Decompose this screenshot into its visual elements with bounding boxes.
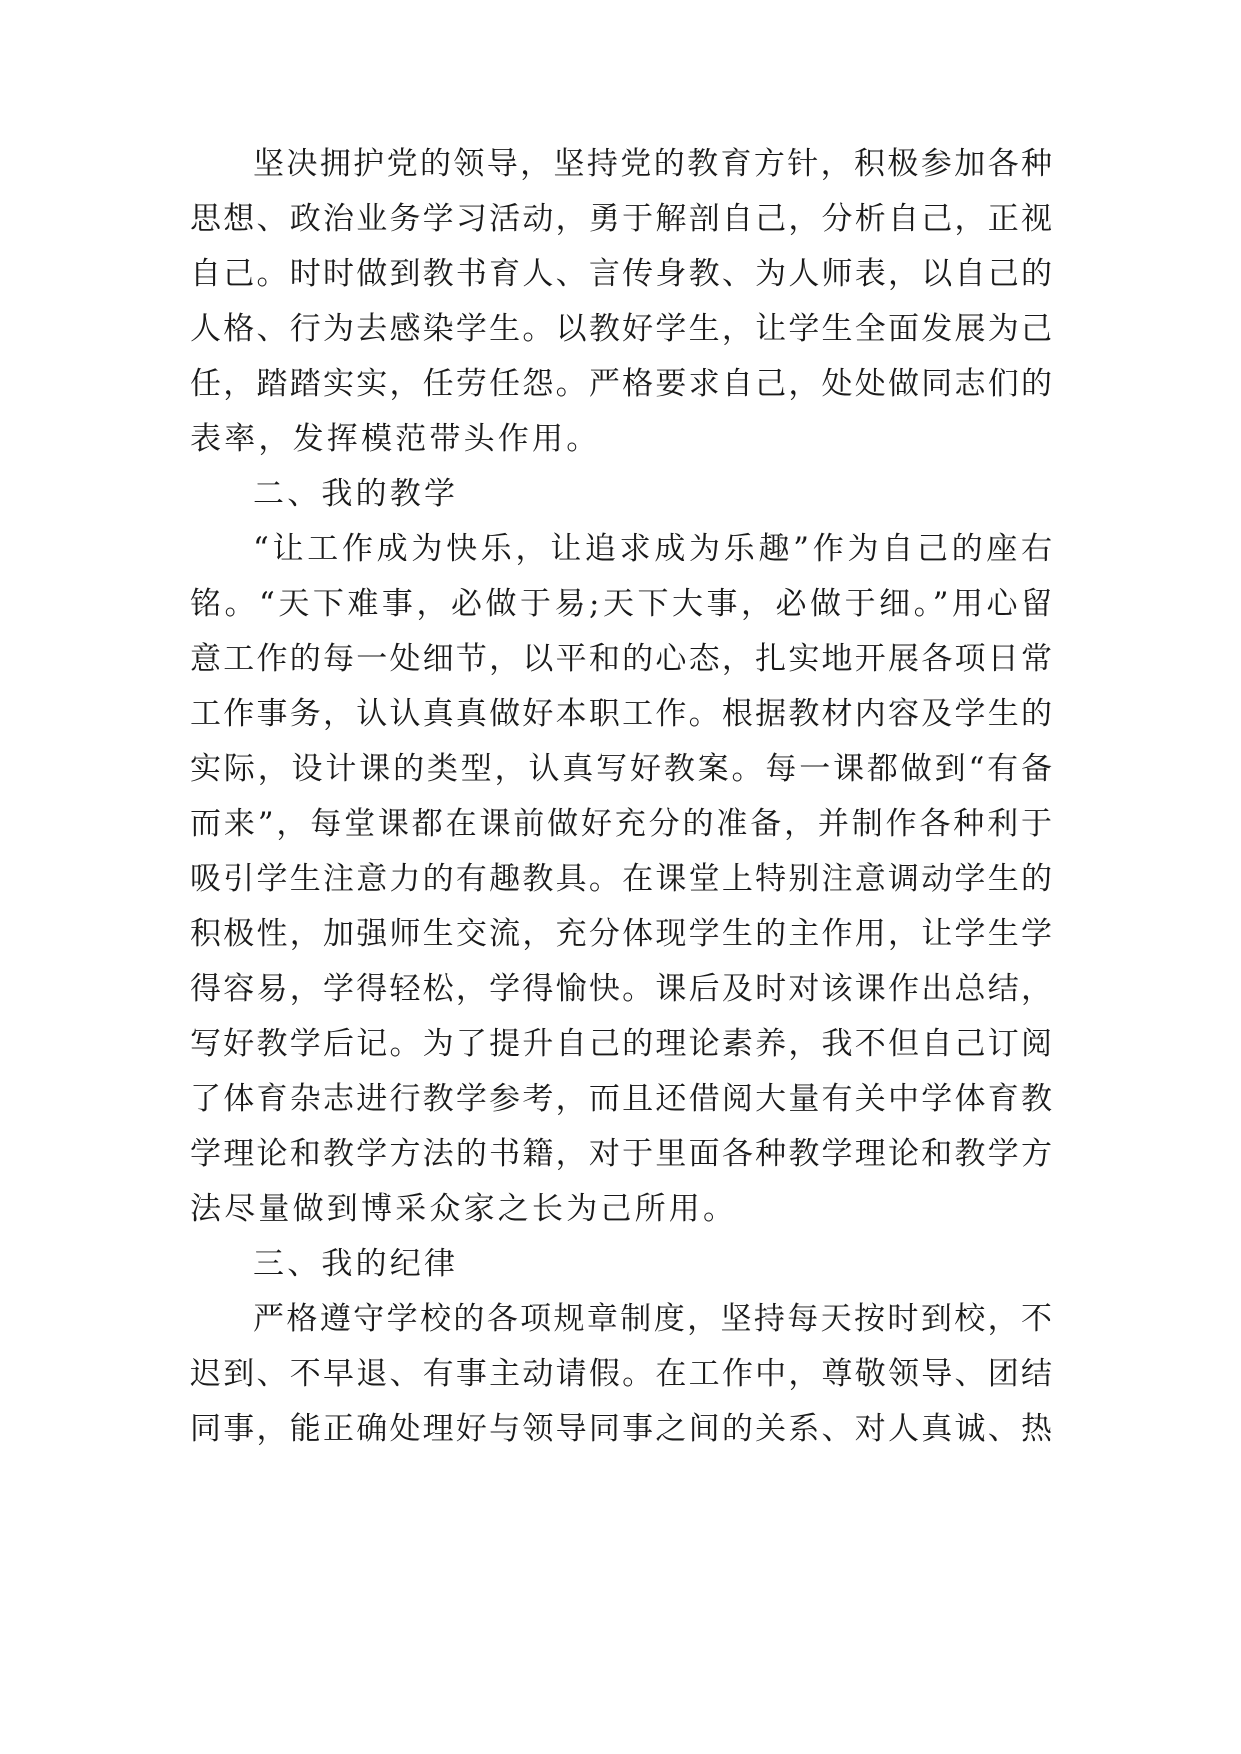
paragraph-line: 任，踏踏实实，任劳任怨。严格要求自己，处处做同志们的: [190, 366, 1052, 402]
paragraph-line: 实际，设计课的类型，认真写好教案。每一课都做到“有备: [190, 751, 1052, 787]
paragraph-line: 积极性，加强师生交流，充分体现学生的主作用，让学生学: [190, 916, 1052, 952]
paragraph-line: 写好教学后记。为了提升自己的理论素养，我不但自己订阅: [190, 1026, 1052, 1062]
paragraph-line: 了体育杂志进行教学参考，而且还借阅大量有关中学体育教: [190, 1081, 1052, 1117]
paragraph-line: 工作事务，认认真真做好本职工作。根据教材内容及学生的: [190, 696, 1052, 732]
paragraph-line: 迟到、不早退、有事主动请假。在工作中，尊敬领导、团结: [190, 1356, 1052, 1392]
paragraph-line: 自己。时时做到教书育人、言传身教、为人师表，以自己的: [190, 256, 1052, 292]
paragraph-line: 而来”，每堂课都在课前做好充分的准备，并制作各种利于: [190, 806, 1052, 842]
section-heading: 二、我的教学: [253, 476, 459, 512]
paragraph-line: 严格遵守学校的各项规章制度，坚持每天按时到校，不: [253, 1301, 1052, 1337]
paragraph-line: 思想、政治业务学习活动，勇于解剖自己，分析自己，正视: [190, 201, 1052, 237]
section-heading: 三、我的纪律: [253, 1246, 459, 1282]
paragraph-line: 同事，能正确处理好与领导同事之间的关系、对人真诚、热: [190, 1411, 1052, 1447]
paragraph-line: 铭。“天下难事，必做于易;天下大事，必做于细。”用心留: [190, 586, 1052, 622]
paragraph-line: 坚决拥护党的领导，坚持党的教育方针，积极参加各种: [253, 146, 1052, 182]
paragraph-line: 法尽量做到博采众家之长为己所用。: [190, 1191, 738, 1227]
paragraph-line: 表率，发挥模范带头作用。: [190, 421, 601, 457]
paragraph-line: 学理论和教学方法的书籍，对于里面各种教学理论和教学方: [190, 1136, 1052, 1172]
paragraph-line: “让工作成为快乐，让追求成为乐趣”作为自己的座右: [253, 531, 1052, 567]
paragraph-line: 得容易，学得轻松，学得愉快。课后及时对该课作出总结，: [190, 971, 1052, 1007]
paragraph-line: 意工作的每一处细节，以平和的心态，扎实地开展各项日常: [190, 641, 1052, 677]
paragraph-line: 人格、行为去感染学生。以教好学生，让学生全面发展为己: [190, 311, 1052, 347]
paragraph-line: 吸引学生注意力的有趣教具。在课堂上特别注意调动学生的: [190, 861, 1052, 897]
